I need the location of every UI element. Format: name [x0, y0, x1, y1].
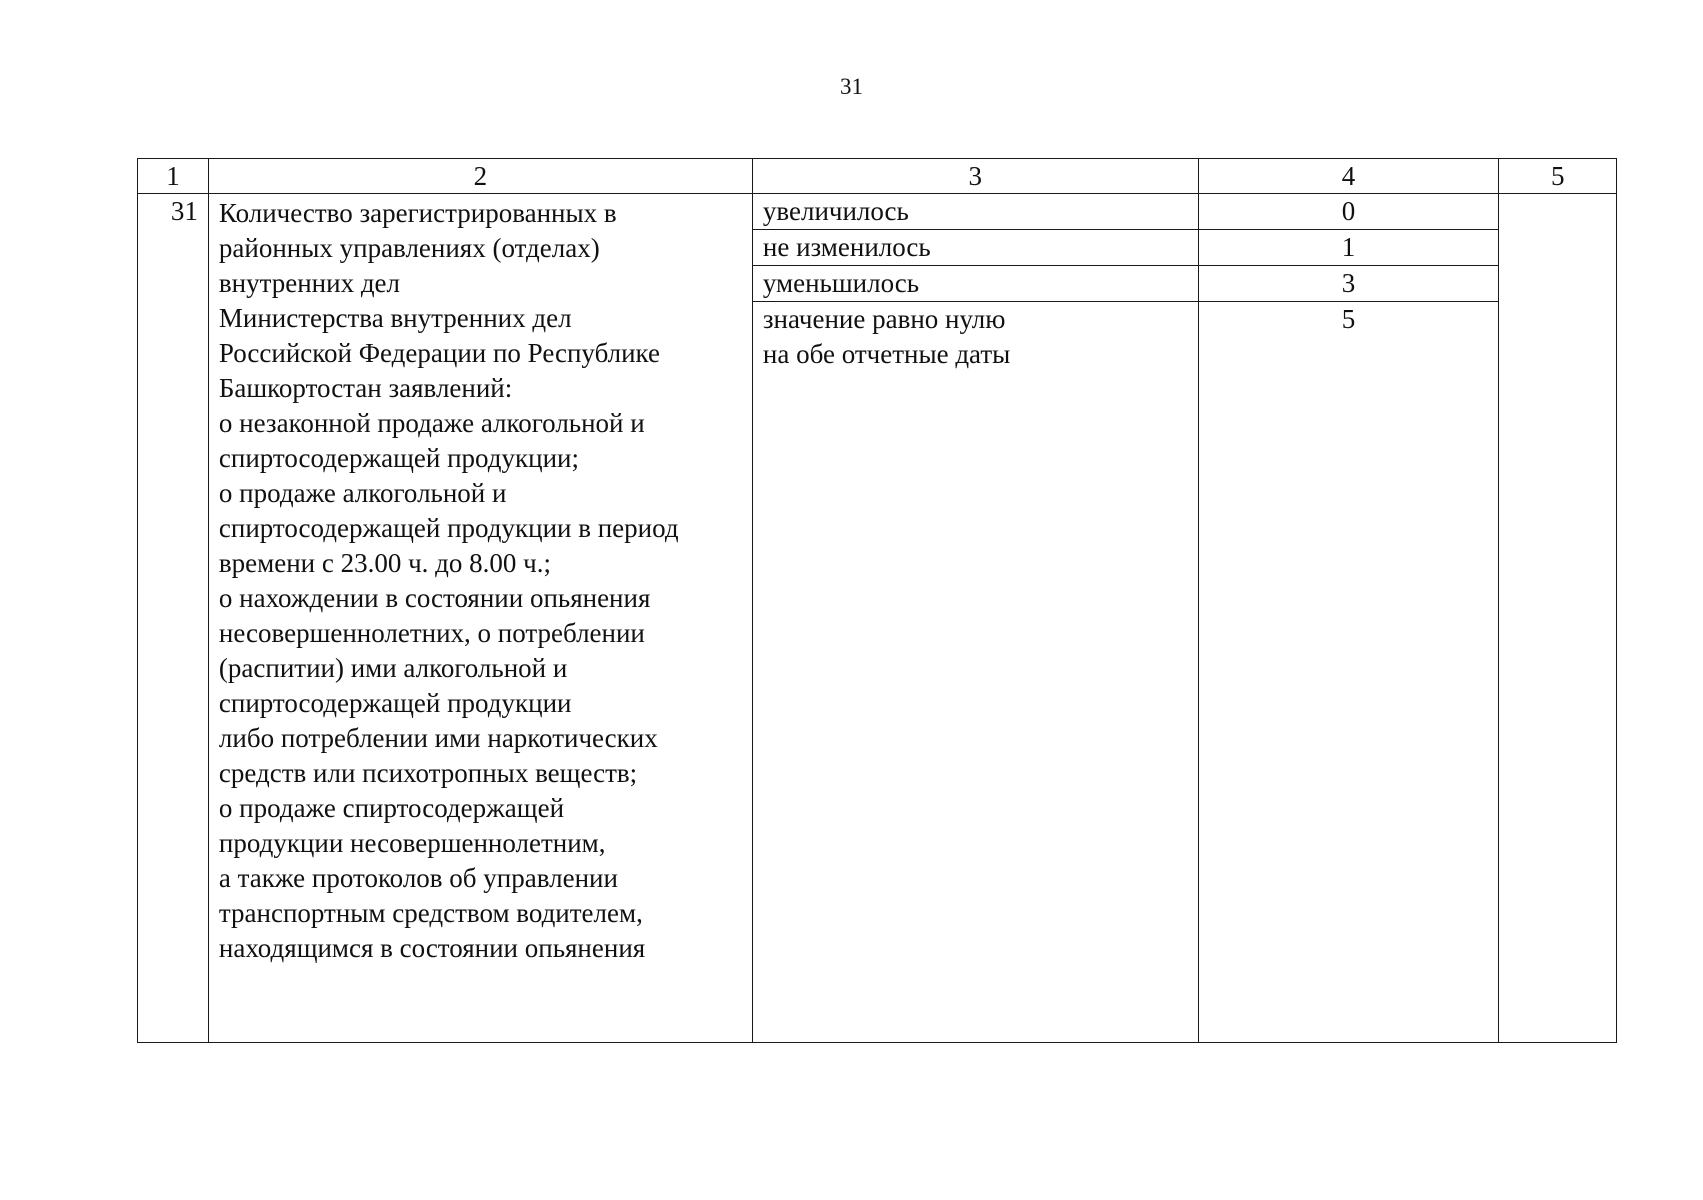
header-col-5: 5: [1499, 159, 1617, 194]
description-line: спиртосодержащей продукции: [218, 688, 572, 718]
description-line: либо потреблении ими наркотических: [218, 723, 658, 753]
header-col-4: 4: [1198, 159, 1499, 194]
options-block: [752, 194, 1499, 1043]
option-row: [753, 266, 1499, 302]
description-line: о продаже алкогольной и: [218, 478, 507, 508]
option-row: [753, 194, 1499, 230]
indicator-table: [137, 158, 1617, 1043]
description-line: а также протоколов об управлении: [218, 863, 618, 893]
description-line: Количество зарегистрированных в: [218, 198, 617, 228]
options-table: [753, 194, 1499, 1042]
description-line: о продаже спиртосодержащей: [218, 793, 565, 823]
description-line: районных управлениях (отделах): [218, 233, 600, 263]
description-line: спиртосодержащей продукции;: [218, 443, 579, 473]
option-label-increased: увеличилось: [753, 194, 1198, 230]
header-col-1: 1: [138, 159, 209, 194]
option-value-unchanged: 1: [1198, 230, 1498, 266]
description-line: о нахождении в состоянии опьянения: [218, 583, 651, 613]
header-row: [138, 159, 1617, 194]
description-line: средств или психотропных веществ;: [218, 758, 638, 788]
row-description: [208, 194, 752, 1043]
description-line: о незаконной продаже алкогольной и: [218, 408, 645, 438]
description-line: транспортным средством водителем,: [218, 898, 643, 928]
description-line: Российской Федерации по Республике: [218, 338, 660, 368]
option-label-zero-line: на обе отчетные даты: [762, 339, 1011, 369]
option-value-zero: 5: [1341, 304, 1356, 334]
description-line: несовершеннолетних, о потреблении: [218, 618, 645, 648]
description-line: спиртосодержащей продукции в период: [218, 513, 679, 543]
option-row: [753, 302, 1499, 1043]
option-label-zero-line: значение равно нулю: [762, 304, 1006, 334]
description-line: находящимся в состоянии опьянения: [218, 933, 646, 963]
description-line: времени с 23.00 ч. до 8.00 ч.;: [218, 548, 551, 578]
description-line: Башкортостан заявлений:: [218, 373, 513, 403]
row-col-5: [1499, 194, 1617, 1043]
option-value-decreased: 3: [1198, 266, 1498, 302]
description-line: продукции несовершеннолетним,: [218, 828, 606, 858]
header-col-3: 3: [752, 159, 1198, 194]
option-label-zero: [753, 302, 1198, 1043]
page-number: 31: [840, 74, 863, 99]
row-number: 31: [138, 194, 209, 1043]
description-line: (распитии) ими алкогольной и: [218, 653, 568, 683]
description-line: внутренних дел: [218, 268, 401, 298]
header-col-2: 2: [208, 159, 752, 194]
option-row: [753, 230, 1499, 266]
table-row: [138, 194, 1617, 1043]
description-line: Министерства внутренних дел: [218, 303, 572, 333]
option-value-increased: 0: [1198, 194, 1498, 230]
option-label-decreased: уменьшилось: [753, 266, 1198, 302]
option-label-unchanged: не изменилось: [753, 230, 1198, 266]
